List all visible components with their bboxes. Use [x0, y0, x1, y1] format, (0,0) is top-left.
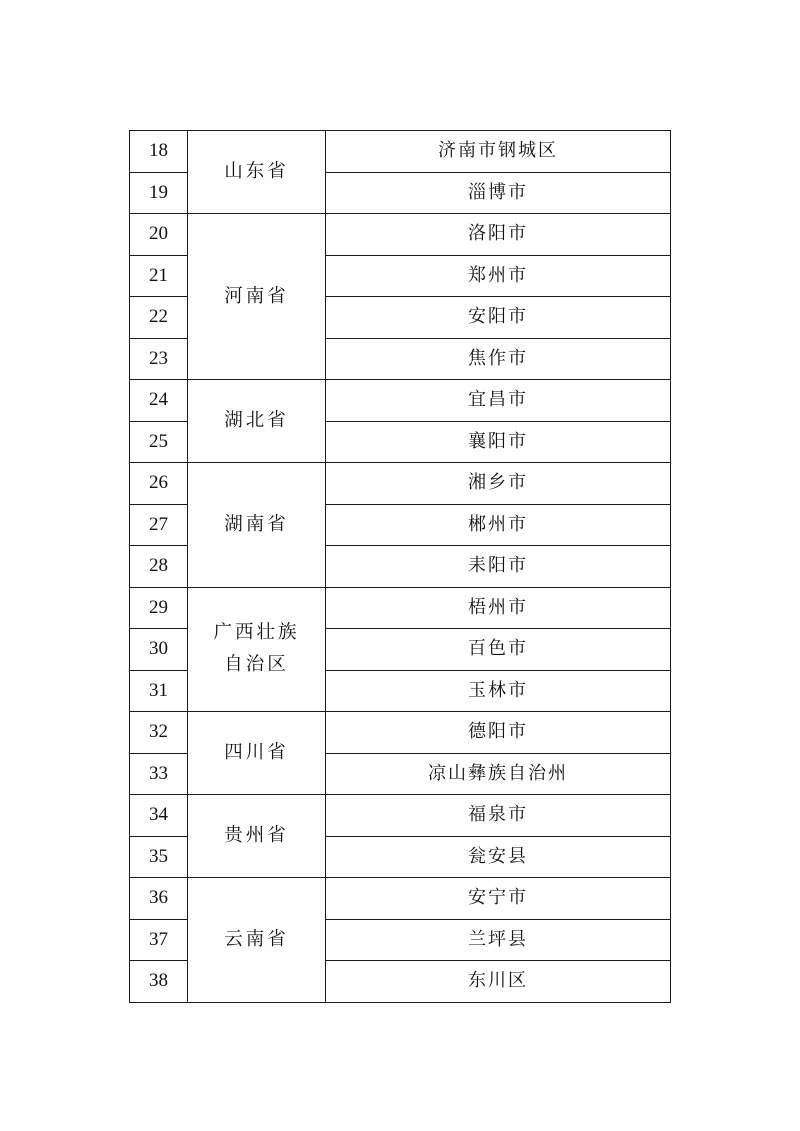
city-cell: 安阳市 [326, 297, 671, 339]
table-row [130, 214, 671, 256]
city-cell: 东川区 [326, 961, 671, 1003]
row-number-cell: 24 [130, 380, 188, 422]
region-table-body [130, 131, 671, 1003]
city-cell: 瓮安县 [326, 836, 671, 878]
province-name: 广西壮族自治区 [213, 621, 300, 675]
region-table [129, 130, 671, 1003]
city-cell: 襄阳市 [326, 421, 671, 463]
row-number-cell: 26 [130, 463, 188, 505]
province-name: 湖北省 [224, 410, 289, 431]
city-cell: 玉林市 [326, 670, 671, 712]
city-cell: 郑州市 [326, 255, 671, 297]
row-number-cell: 19 [130, 172, 188, 214]
province-name: 山东省 [224, 161, 289, 182]
row-number-cell: 30 [130, 629, 188, 671]
row-number-cell: 31 [130, 670, 188, 712]
row-number-cell: 29 [130, 587, 188, 629]
province-cell [188, 463, 326, 588]
city-cell: 焦作市 [326, 338, 671, 380]
city-cell: 梧州市 [326, 587, 671, 629]
province-name: 四川省 [224, 742, 289, 763]
table-row [130, 712, 671, 754]
row-number-cell: 28 [130, 546, 188, 588]
table-row [130, 587, 671, 629]
city-cell: 淄博市 [326, 172, 671, 214]
city-cell: 耒阳市 [326, 546, 671, 588]
province-cell [188, 587, 326, 712]
row-number-cell: 18 [130, 131, 188, 173]
row-number-cell: 34 [130, 795, 188, 837]
city-cell: 安宁市 [326, 878, 671, 920]
city-cell: 洛阳市 [326, 214, 671, 256]
city-cell: 福泉市 [326, 795, 671, 837]
row-number-cell: 38 [130, 961, 188, 1003]
city-cell: 郴州市 [326, 504, 671, 546]
table-row [130, 380, 671, 422]
province-cell [188, 712, 326, 795]
city-cell: 宜昌市 [326, 380, 671, 422]
row-number-cell: 35 [130, 836, 188, 878]
province-cell [188, 380, 326, 463]
city-cell: 凉山彝族自治州 [326, 753, 671, 795]
province-name: 湖南省 [224, 513, 289, 535]
row-number-cell: 20 [130, 214, 188, 256]
row-number-cell: 21 [130, 255, 188, 297]
row-number-cell: 37 [130, 919, 188, 961]
city-cell: 德阳市 [326, 712, 671, 754]
table-row [130, 131, 671, 173]
row-number-cell: 27 [130, 504, 188, 546]
province-name: 云南省 [224, 928, 289, 950]
city-cell: 百色市 [326, 629, 671, 671]
row-number-cell: 23 [130, 338, 188, 380]
province-name: 河南省 [224, 285, 289, 307]
table-row [130, 463, 671, 505]
city-cell: 兰坪县 [326, 919, 671, 961]
row-number-cell: 36 [130, 878, 188, 920]
province-cell [188, 795, 326, 878]
city-cell: 湘乡市 [326, 463, 671, 505]
province-cell [188, 214, 326, 380]
table-row [130, 878, 671, 920]
row-number-cell: 22 [130, 297, 188, 339]
row-number-cell: 33 [130, 753, 188, 795]
province-cell [188, 131, 326, 214]
row-number-cell: 25 [130, 421, 188, 463]
table-row [130, 795, 671, 837]
city-cell: 济南市钢城区 [326, 131, 671, 173]
row-number-cell: 32 [130, 712, 188, 754]
province-name: 贵州省 [224, 825, 289, 846]
province-cell [188, 878, 326, 1003]
